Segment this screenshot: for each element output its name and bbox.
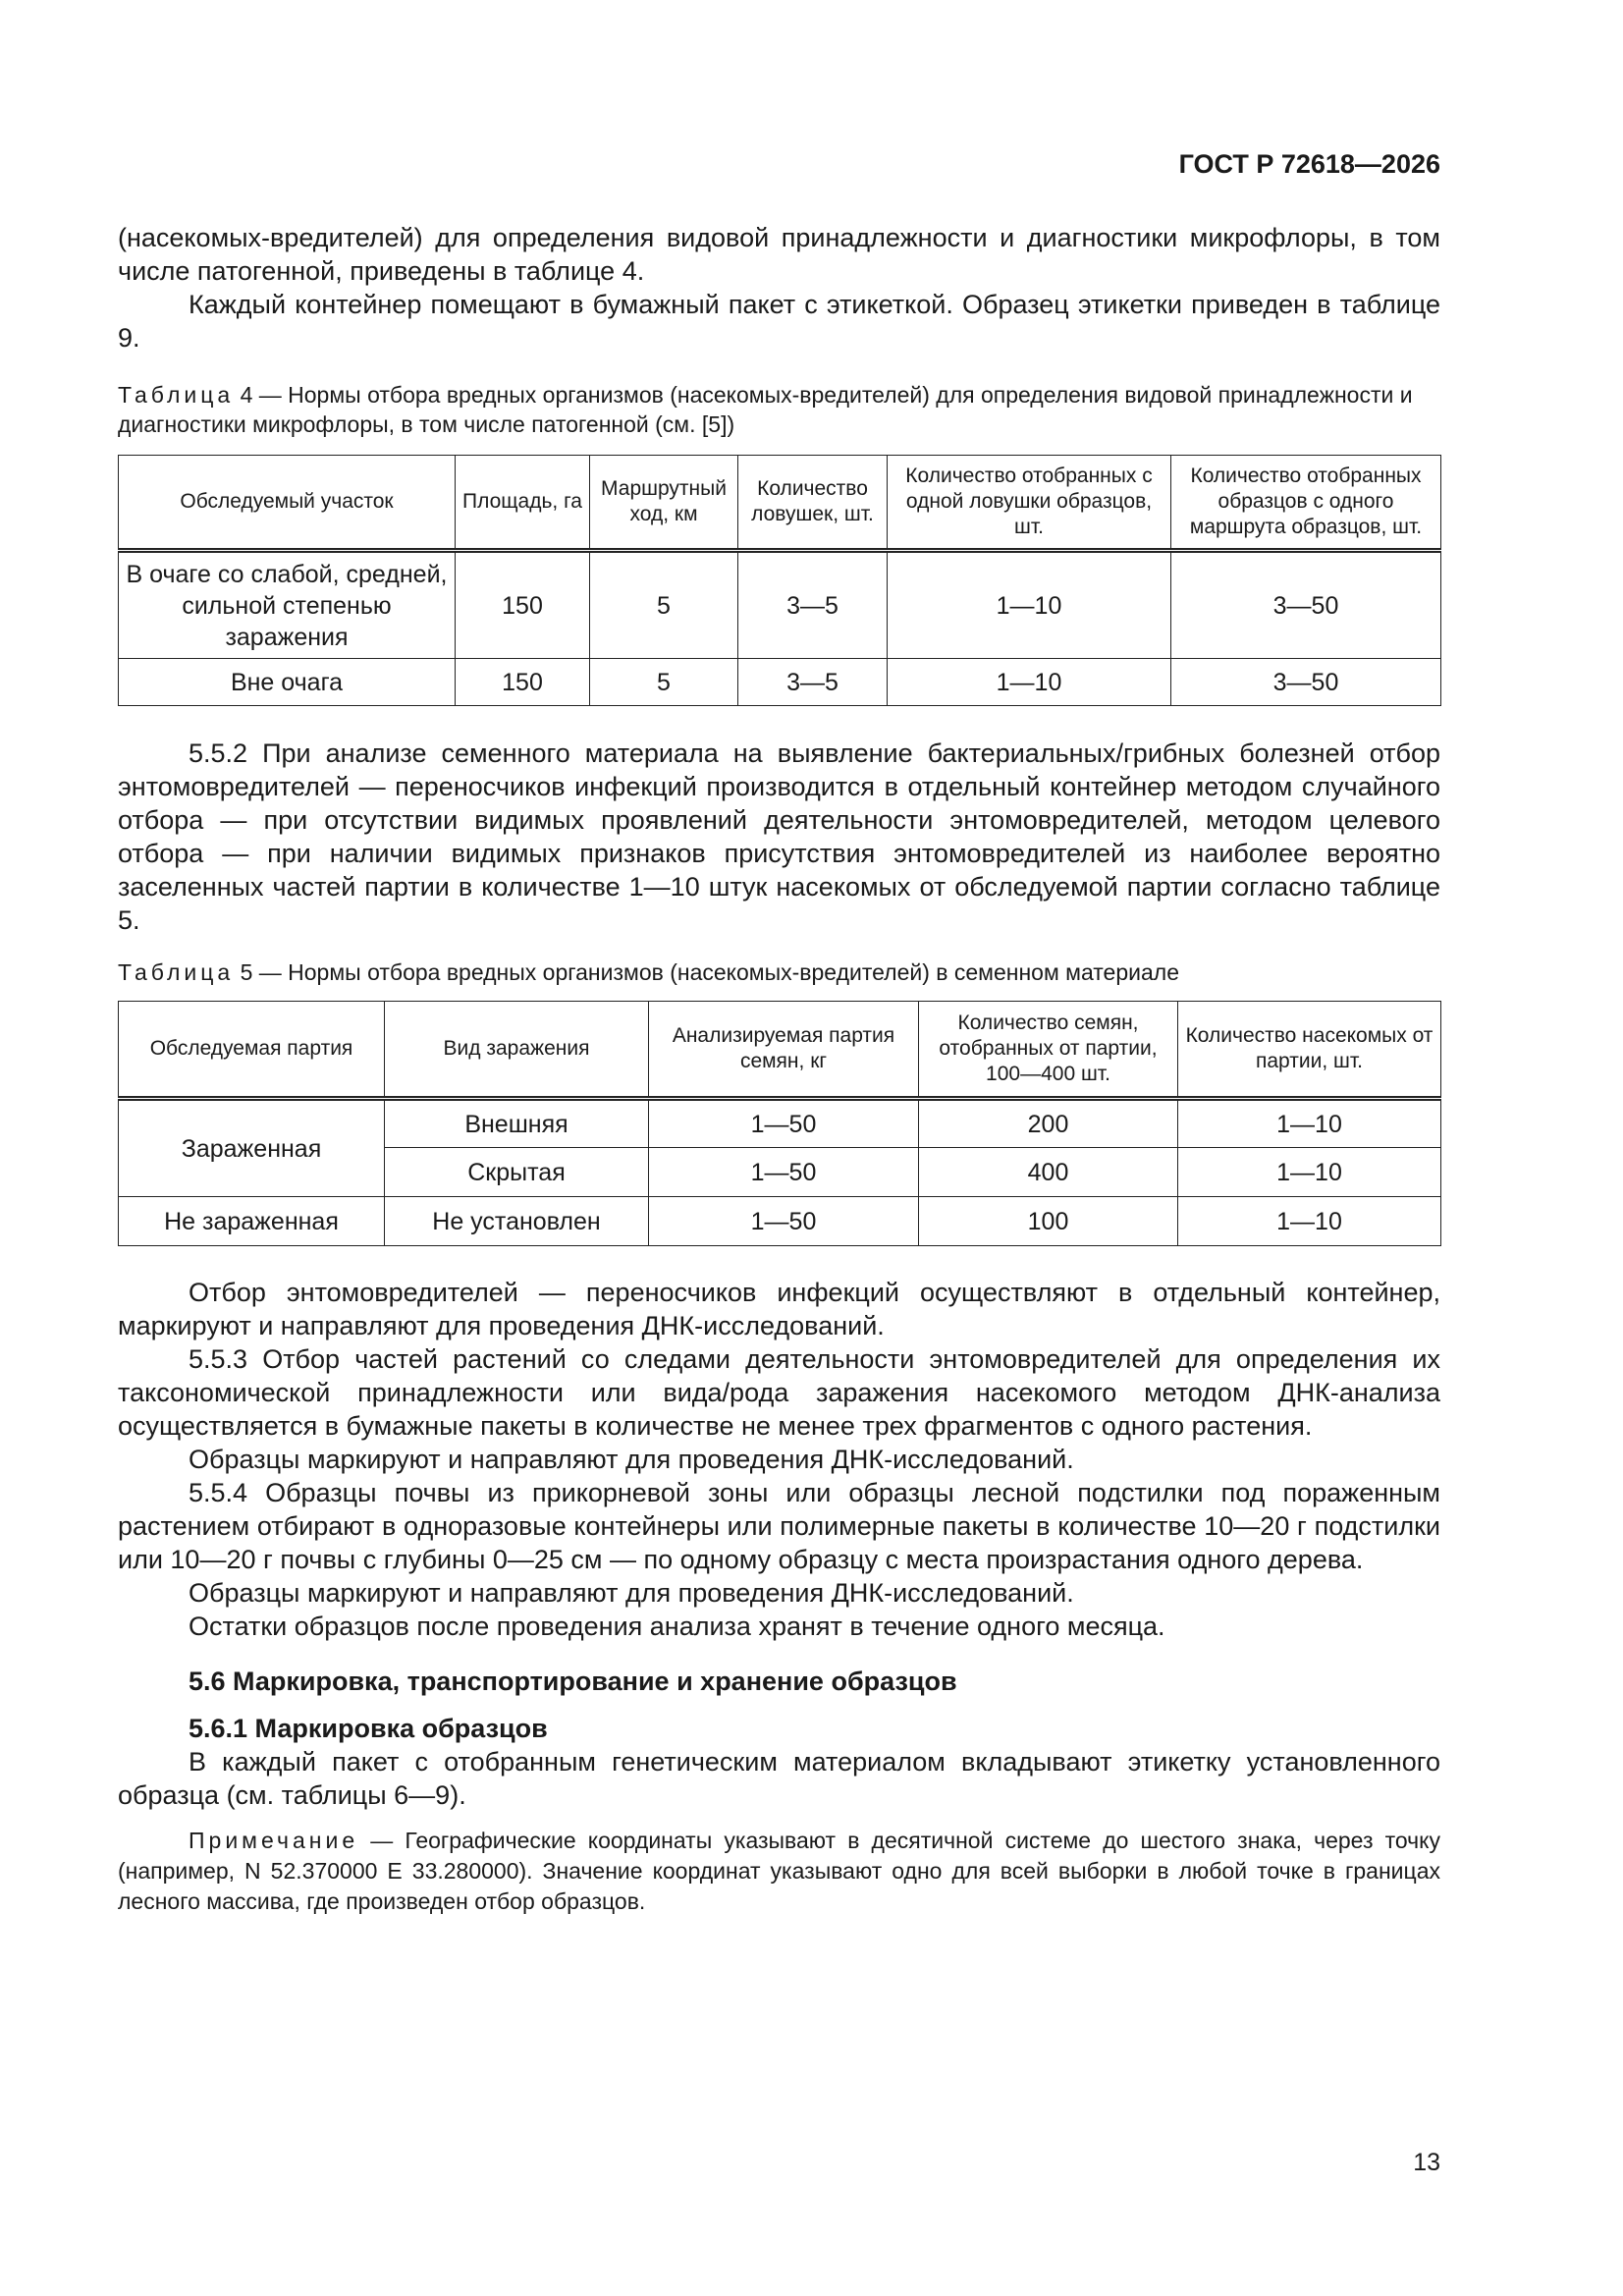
table-4-header-cell: Количество отобранных образцов с одного маршрута образцов, шт. (1171, 456, 1441, 551)
table-5-cell: 1—10 (1178, 1099, 1441, 1148)
table-5 (118, 1001, 1441, 1246)
paragraph-vectors: Отбор энтомовредителей — переносчиков инфекций осуществляют в отдельный контейнер, маркируют и направляют для проведения ДНК-исследований. (118, 1278, 1440, 1340)
table-4-cell: 3—50 (1171, 659, 1441, 706)
table-5-header-cell: Количество семян, отобранных от партии, 100—400 шт. (919, 1002, 1178, 1099)
table-4-header-row (119, 456, 1441, 551)
table-5-header-cell: Анализируемая партия семян, кг (649, 1002, 919, 1099)
table-4-header-cell: Количество отобранных с одной ловушки образцов, шт. (888, 456, 1171, 551)
paragraph-5-5-4: 5.5.4 Образцы почвы из прикорневой зоны или образцы лесной подстилки под пораженным растением отбирают в одноразовые контейнеры или полимерные пакеты в количестве 10—20 г подстилки или 10—20 г почвы с глубины 0—25 см — по одному образцу с места произрастания одного дерева. (118, 1478, 1440, 1574)
table-5-caption-text: 5 — Нормы отбора вредных организмов (насекомых-вредителей) в семенном материале (234, 959, 1179, 985)
table-5-cell: Не установлен (385, 1197, 649, 1246)
paragraph-storage: Остатки образцов после проведения анализа хранят в течение одного месяца. (189, 1612, 1165, 1641)
table-5-cell: 1—50 (649, 1148, 919, 1197)
table-4-cell: Вне очага (119, 659, 456, 706)
table-4-header-cell: Обследуемый участок (119, 456, 456, 551)
table-4-caption (118, 380, 1440, 439)
table-5-cell: 1—10 (1178, 1148, 1441, 1197)
table-row (119, 1197, 1441, 1246)
table-4-cell: В очаге со слабой, средней, сильной степенью заражения (119, 551, 456, 659)
intro-text (118, 221, 1440, 355)
table-5-group-cell: Зараженная (119, 1099, 385, 1197)
table-5-cell: Внешняя (385, 1099, 649, 1148)
table-4-cell: 150 (456, 551, 590, 659)
table-4-caption-text: 4 — Нормы отбора вредных организмов (насекомых-вредителей) для определения видовой принадлежности и диагностики микрофлоры, в том числе патогенной (см. [5]) (118, 382, 1413, 437)
section-5-6 (118, 1665, 1440, 1917)
paragraph-5-5-2: 5.5.2 При анализе семенного материала на выявление бактериальных/грибных болезней отбор энтомовредителей — переносчиков инфекций производится в отдельный контейнер методом случайного отбора — при отсутствии видимых проявлений деятельности энтомовредителей, методом целевого отбора — при наличии видимых признаков присутствия энтомовредителей из наиболее вероятно заселенных частей партии в количестве 1—10 штук насекомых от обследуемой партии согласно таблице 5. (118, 738, 1440, 935)
table-4-cell: 1—10 (888, 551, 1171, 659)
table-4-cell: 3—50 (1171, 551, 1441, 659)
table-4-cell: 3—5 (738, 659, 888, 706)
table-row (119, 659, 1441, 706)
table-4-header-cell: Маршрутный ход, км (590, 456, 738, 551)
table-5-header-row (119, 1002, 1441, 1099)
intro-paragraph-1: (насекомых-вредителей) для определения видовой принадлежности и диагностики микрофлоры, в том числе патогенной, приведены в таблице 4. (118, 223, 1440, 286)
table-4-cell: 5 (590, 659, 738, 706)
table-5-cell: 200 (919, 1099, 1178, 1148)
paragraph-5-6-1: В каждый пакет с отобранным генетическим материалом вкладывают этикетку установленного образца (см. таблицы 6—9). (118, 1747, 1440, 1810)
table-5-header-cell: Количество насекомых от партии, шт. (1178, 1002, 1441, 1099)
document-id-header: ГОСТ Р 72618—2026 (1178, 149, 1440, 179)
table-5-header-cell: Вид заражения (385, 1002, 649, 1099)
table-4-cell: 5 (590, 551, 738, 659)
table-4-header-cell: Площадь, га (456, 456, 590, 551)
table-5-cell: 100 (919, 1197, 1178, 1246)
table-5-header-cell: Обследуемая партия (119, 1002, 385, 1099)
table-4-caption-word: Таблица (118, 382, 235, 408)
table-5-cell: 1—50 (649, 1099, 919, 1148)
table-4-cell: 150 (456, 659, 590, 706)
table-4-header-cell: Количество ловушек, шт. (738, 456, 888, 551)
note-word: Примечание (189, 1828, 359, 1853)
paragraph-5-5-3: 5.5.3 Отбор частей растений со следами деятельности энтомовредителей для определения их таксономической принадлежности или вида/рода заражения насекомого методом ДНК-анализа осуществляется в бумажные пакеты в количестве не менее трех фрагментов с одного растения. (118, 1344, 1440, 1441)
table-5-block (118, 957, 1440, 1246)
table-5-cell: 1—10 (1178, 1197, 1441, 1246)
paragraph-marking-1: Образцы маркируют и направляют для проведения ДНК-исследований. (189, 1445, 1074, 1474)
table-5-caption-word: Таблица (118, 959, 235, 985)
section-5-6-1-title: 5.6.1 Маркировка образцов (189, 1714, 548, 1743)
table-5-cell: Не зараженная (119, 1197, 385, 1246)
table-5-caption (118, 957, 1440, 987)
section-5-5-2 (118, 737, 1440, 937)
table-row (119, 1099, 1441, 1148)
table-4 (118, 455, 1441, 706)
table-row (119, 551, 1441, 659)
note (118, 1826, 1440, 1917)
page-number: 13 (1413, 2149, 1440, 2176)
table-4-block (118, 380, 1440, 706)
paragraph-marking-2: Образцы маркируют и направляют для проведения ДНК-исследований. (189, 1578, 1074, 1608)
post-table-text (118, 1276, 1440, 1643)
section-5-6-title: 5.6 Маркировка, транспортирование и хранение образцов (189, 1667, 957, 1696)
table-4-cell: 3—5 (738, 551, 888, 659)
note-text: — Географические координаты указывают в десятичной системе до шестого знака, через точку (например, N 52.370000 E 33.280000). Значение координат указывают одно для всей выборки в любой точке в границах лесного массива, где произведен отбор образцов. (118, 1828, 1440, 1914)
table-4-cell: 1—10 (888, 659, 1171, 706)
table-5-cell: 1—50 (649, 1197, 919, 1246)
intro-paragraph-2: Каждый контейнер помещают в бумажный пакет с этикеткой. Образец этикетки приведен в таблице 9. (118, 290, 1440, 353)
table-5-cell: Скрытая (385, 1148, 649, 1197)
table-5-cell: 400 (919, 1148, 1178, 1197)
